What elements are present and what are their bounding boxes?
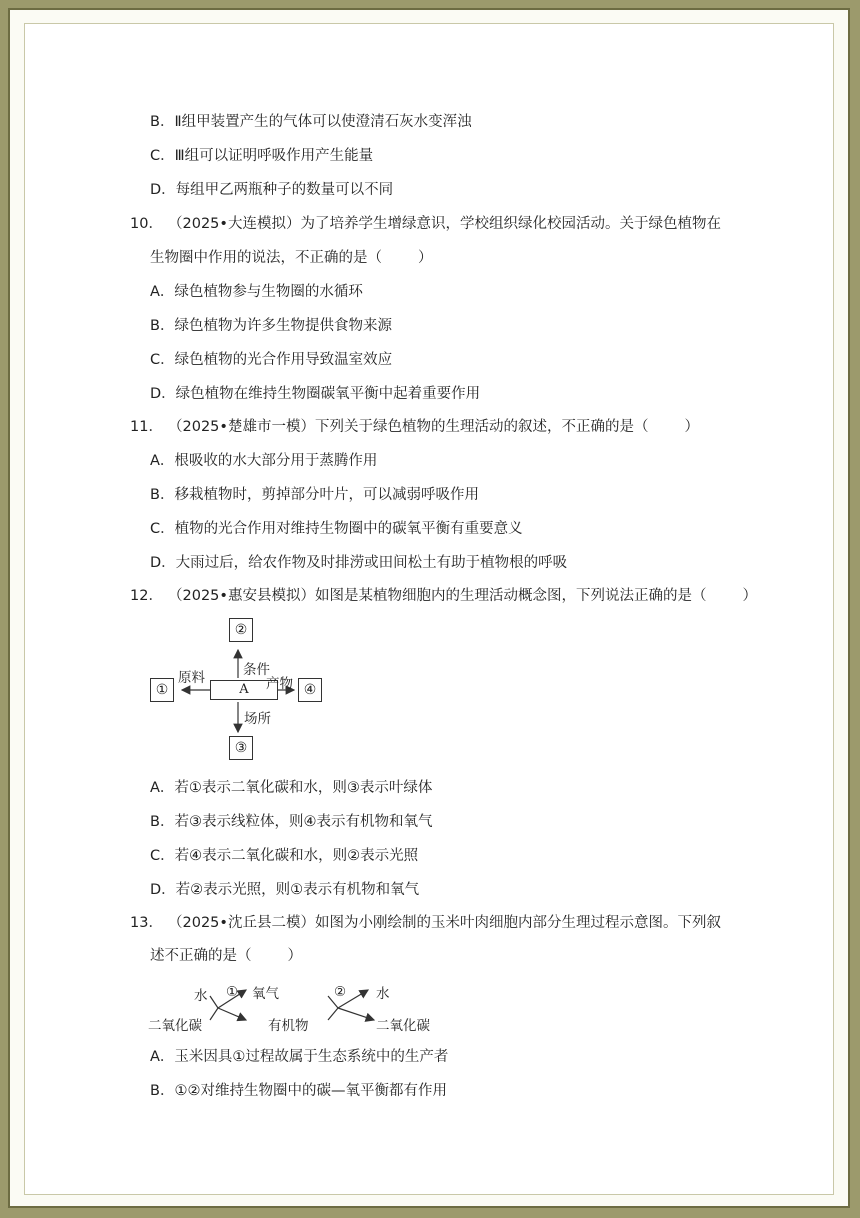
option-label: C．: [150, 848, 175, 864]
option-text: 每组甲乙两瓶种子的数量可以不同: [175, 182, 394, 198]
label-proc2: ②: [334, 984, 347, 1000]
label-condition: 条件: [243, 662, 270, 678]
q12-option-c: [150, 846, 418, 866]
option-text: Ⅲ组可以证明呼吸作用产生能量: [174, 148, 374, 164]
option-text: 绿色植物在维持生物圈碳氧平衡中起着重要作用: [175, 386, 481, 402]
arrow-organic: [218, 1008, 246, 1020]
q9-option-c: [150, 146, 373, 166]
question-number: 12．: [130, 588, 163, 604]
option-label: D．: [150, 386, 176, 402]
q10-stem: [130, 214, 721, 234]
q13-stem-cont: [150, 946, 302, 966]
answer-paren: ）: [684, 419, 699, 435]
question-stem: 如图为小刚绘制的玉米叶肉细胞内部分生理过程示意图。下列叙: [314, 915, 721, 931]
option-text: 若④表示二氧化碳和水，则②表示光照: [174, 848, 419, 864]
option-text: Ⅱ组甲装置产生的气体可以使澄清石灰水变浑浊: [174, 114, 472, 130]
q12-option-a: [150, 778, 432, 798]
label-organic: 有机物: [268, 1018, 309, 1034]
option-label: A．: [150, 453, 175, 469]
box-4: ④: [298, 678, 322, 702]
q10-stem-cont: [150, 248, 433, 268]
q13-option-b: [150, 1081, 447, 1101]
box-3: ③: [229, 736, 253, 760]
option-text: 根吸收的水大部分用于蒸腾作用: [174, 453, 378, 469]
option-text: 绿色植物为许多生物提供食物来源: [174, 318, 392, 334]
question-stem: 下列关于绿色植物的生理活动的叙述，不正确的是（: [314, 419, 649, 435]
option-label: B．: [150, 814, 175, 830]
q11-option-a: [150, 451, 377, 471]
box-1: ①: [150, 678, 174, 702]
label-co2-out: 二氧化碳: [376, 1018, 430, 1034]
label-co2-in: 二氧化碳: [148, 1018, 202, 1034]
option-label: D．: [150, 555, 176, 571]
option-label: D．: [150, 182, 176, 198]
box-center: A: [210, 680, 278, 700]
q11-stem: [130, 417, 699, 437]
question-number: 13．: [130, 915, 163, 931]
label-water-in: 水: [194, 988, 208, 1004]
q12-option-d: [150, 880, 419, 900]
option-label: C．: [150, 352, 175, 368]
q13-option-a: [150, 1047, 448, 1067]
question-stem: 述不正确的是（: [150, 948, 252, 964]
option-text: ①②对维持生物圈中的碳—氧平衡都有作用: [174, 1083, 447, 1099]
question-number: 10．: [130, 216, 163, 232]
q10-option-a: [150, 282, 363, 302]
answer-paren: ）: [742, 588, 757, 604]
option-label: D．: [150, 882, 176, 898]
question-source: （2025•楚雄市一模）: [168, 419, 315, 435]
option-text: 玉米因具①过程故属于生态系统中的生产者: [174, 1049, 449, 1065]
option-label: A．: [150, 284, 175, 300]
label-site: 场所: [244, 711, 271, 727]
merge-lines-1: [210, 996, 218, 1020]
q10-option-c: [150, 350, 392, 370]
option-text: 若③表示线粒体，则④表示有机物和氧气: [174, 814, 433, 830]
label-raw: 原料: [178, 670, 205, 686]
q9-option-b: [150, 112, 472, 132]
option-text: 绿色植物参与生物圈的水循环: [174, 284, 363, 300]
q10-option-d: [150, 384, 480, 404]
option-label: B．: [150, 1083, 175, 1099]
option-text: 若②表示光照，则①表示有机物和氧气: [175, 882, 420, 898]
q13-stem: [130, 913, 721, 933]
process-diagram: [148, 982, 448, 1034]
concept-diagram: [148, 614, 338, 770]
option-text: 大雨过后，给农作物及时排涝或田间松土有助于植物根的呼吸: [175, 555, 568, 571]
option-text: 植物的光合作用对维持生物圈中的碳氧平衡有重要意义: [174, 521, 523, 537]
question-stem: 为了培养学生增绿意识，学校组织绿化校园活动。关于绿色植物在: [300, 216, 721, 232]
q12-stem: [130, 586, 757, 606]
question-source: （2025•沈丘县二模）: [168, 915, 315, 931]
answer-paren: ）: [418, 250, 433, 266]
option-text: 若①表示二氧化碳和水，则③表示叶绿体: [174, 780, 433, 796]
question-number: 11．: [130, 419, 163, 435]
arrow-co2: [338, 1008, 374, 1020]
q10-option-b: [150, 316, 392, 336]
option-text: 移栽植物时，剪掉部分叶片，可以减弱呼吸作用: [174, 487, 479, 503]
q12-option-b: [150, 812, 432, 832]
option-text: 绿色植物的光合作用导致温室效应: [174, 352, 393, 368]
option-label: B．: [150, 114, 175, 130]
question-stem: 生物圈中作用的说法，不正确的是（: [150, 250, 382, 266]
question-source: （2025•惠安县模拟）: [168, 588, 315, 604]
label-proc1: ①: [226, 984, 239, 1000]
option-label: A．: [150, 1049, 175, 1065]
q11-option-b: [150, 485, 479, 505]
q11-option-d: [150, 553, 567, 573]
option-label: B．: [150, 318, 175, 334]
q11-option-c: [150, 519, 523, 539]
question-source: （2025•大连模拟）: [168, 216, 301, 232]
option-label: A．: [150, 780, 175, 796]
option-label: C．: [150, 148, 175, 164]
label-product: 产物: [266, 676, 293, 692]
label-water-out: 水: [376, 986, 390, 1002]
answer-paren: ）: [287, 948, 302, 964]
label-oxygen: 氧气: [252, 986, 279, 1002]
q9-option-d: [150, 180, 393, 200]
box-2: ②: [229, 618, 253, 642]
option-label: C．: [150, 521, 175, 537]
option-label: B．: [150, 487, 175, 503]
question-stem: 如图是某植物细胞内的生理活动概念图，下列说法正确的是（: [314, 588, 707, 604]
